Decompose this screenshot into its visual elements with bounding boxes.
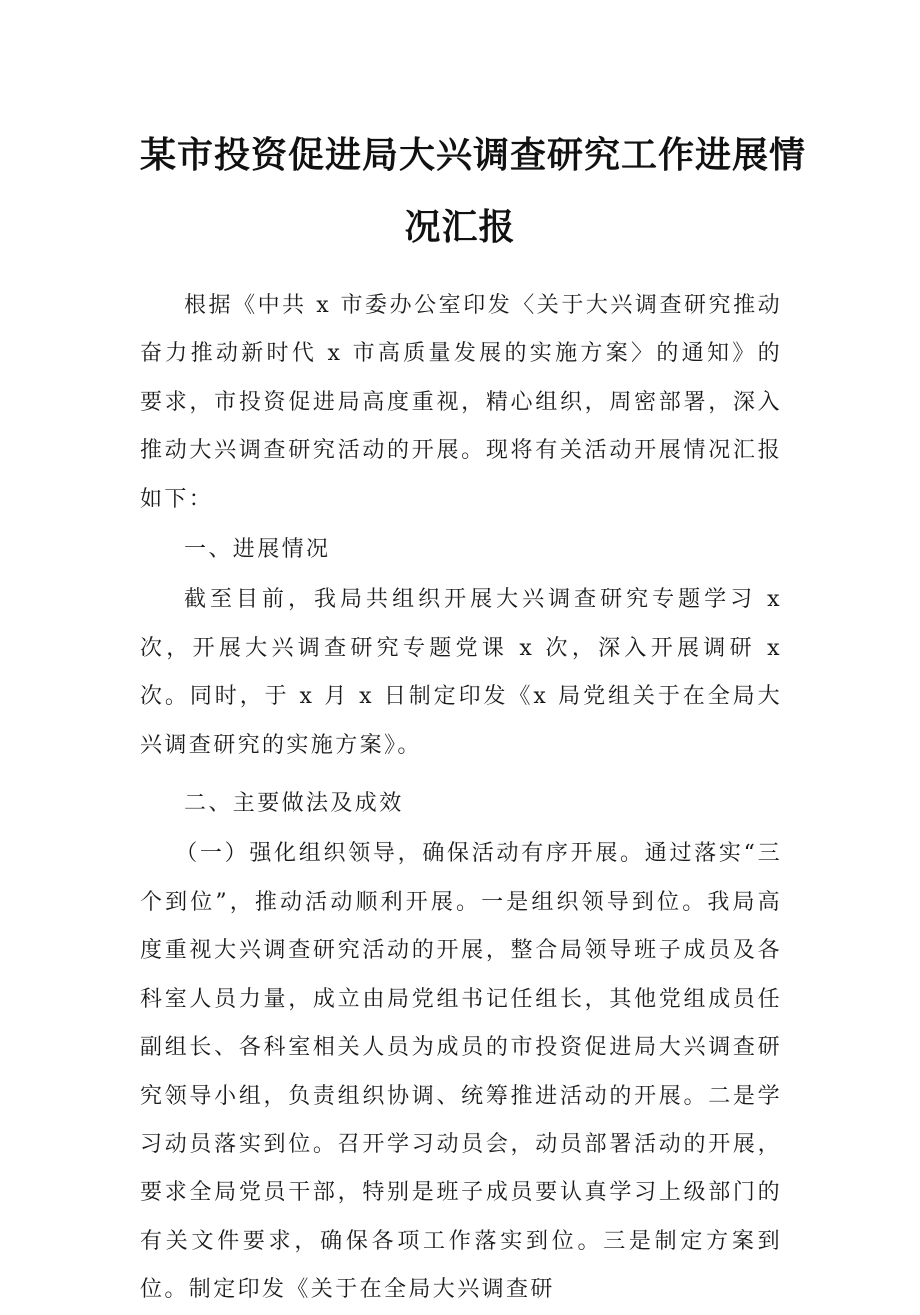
section1-heading: 一、进展情况 [184, 537, 331, 563]
section2-subsection1-paragraph: （一）强化组织领导，确保活动有序开展。通过落实“三个到位”，推动活动顺利开展。一是组织领导到位。我局高度重视大兴调查研究活动的开展，整合局领导班子成员及各科室人员力量，成立由局党组书记任组长，其他党组成员任副组长、各科室相关人员为成员的市投资促进局大兴调查研究领导小组，负责组织协调、统筹推进活动的开展。二是学习动员落实到位。召开学习动员会，动员部署活动的开展，要求全局党员干部，特别是班子成员要认真学习上级部门的有关文件要求，确保各项工作落实到位。三是制定方案到位。制定印发《关于在全局大兴调查研 [140, 841, 782, 1303]
document-title-line2: 况汇报 [404, 207, 516, 248]
section1-paragraph: 截至目前，我局共组织开展大兴调查研究专题学习 x 次，开展大兴调查研究专题党课 x 次，深入开展调研 x 次。同时，于 x 月 x 日制定印发《x 局党组关于在全局大兴调查研究的实施方案》。 [140, 587, 782, 758]
intro-paragraph: 根据《中共 x 市委办公室印发〈关于大兴调查研究推动奋力推动新时代 x 市高质量发展的实施方案〉的通知》的要求，市投资促进局高度重视，精心组织，周密部署，深入推动大兴调查研究活动的开展。现将有关活动开展情况汇报如下： [140, 293, 782, 512]
section2-heading: 二、主要做法及成效 [184, 791, 404, 817]
document-title-line1: 某市投资促进局大兴调查研究工作进展情 [140, 135, 807, 176]
document-body [140, 282, 782, 1315]
